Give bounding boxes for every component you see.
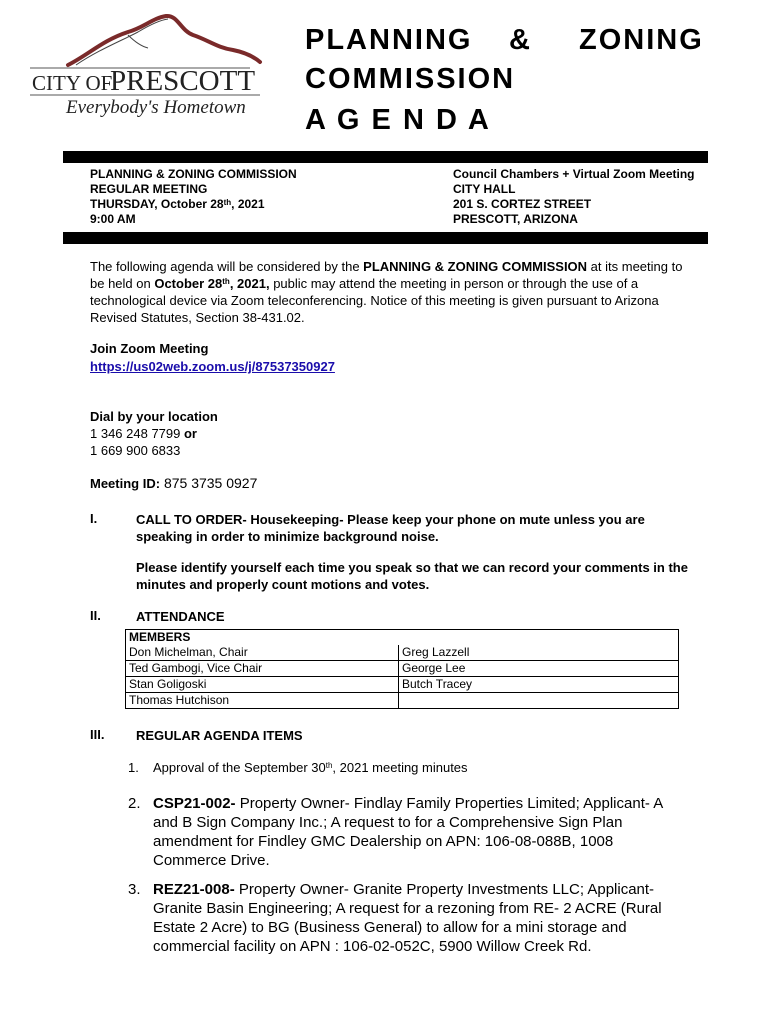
zoom-link-row: [90, 358, 690, 375]
meeting-body: PLANNING & ZONING COMMISSION: [90, 167, 297, 181]
dial-heading: Dial by your location: [90, 409, 218, 424]
member-right: Butch Tracey: [399, 677, 679, 693]
venue-city: PRESCOTT, ARIZONA: [453, 212, 578, 226]
logo-prescott: PRESCOTT: [110, 65, 256, 97]
section-1-number: I.: [90, 511, 98, 526]
meeting-id: Meeting ID: 875 3735 0927: [90, 475, 258, 491]
meeting-info-right: [453, 167, 694, 227]
section-2-attendance: ATTENDANCE: [136, 609, 225, 624]
member-right: [399, 693, 679, 709]
table-row: [126, 661, 679, 677]
agenda-item-3: 3. REZ21-008- Property Owner- Granite Property Investments LLC; Applicant- Granite Basin Engineering; A request for a rezoning from RE- 2 ACRE (Rural Estate 2 Acre) to BG (Business General) to allow for a mini storage and commercial facility on APN : 106-02-052C, 5900 Willow Creek Rd.: [128, 881, 662, 955]
venue-building: CITY HALL: [453, 182, 516, 196]
table-row: [126, 677, 679, 693]
meeting-info-left: [90, 167, 297, 227]
member-left: Stan Goligoski: [126, 677, 399, 693]
meeting-type: REGULAR MEETING: [90, 182, 208, 196]
dial-phone-1: 1 346 248 7799 or: [90, 426, 197, 441]
agenda-item-2: 2. CSP21-002- Property Owner- Findlay Family Properties Limited; Applicant- A and B Sign Company Inc.; A request to for a Comprehensive Sign Plan amendment for Findley GMC Dealership on APN: 106-08-088B, 1008 Commerce Drive.: [128, 795, 663, 869]
header-top-divider: [63, 151, 708, 163]
member-right: George Lee: [399, 661, 679, 677]
logo-city-of: CITY OF: [32, 71, 113, 95]
venue-street: 201 S. CORTEZ STREET: [453, 197, 592, 211]
header-bottom-divider: [63, 232, 708, 244]
logo-tagline: Everybody's Hometown: [66, 97, 246, 118]
table-row: [126, 645, 679, 661]
meeting-time: 9:00 AM: [90, 212, 136, 226]
meeting-venue: Council Chambers + Virtual Zoom Meeting: [453, 167, 695, 181]
member-left: Thomas Hutchison: [126, 693, 399, 709]
city-logo: [28, 10, 273, 125]
member-left: Don Michelman, Chair: [126, 645, 399, 661]
title-amp: &: [509, 24, 532, 56]
section-3-number: III.: [90, 727, 105, 742]
section-3-regular-agenda: REGULAR AGENDA ITEMS: [136, 728, 303, 743]
dial-phone-2: 1 669 900 6833: [90, 443, 181, 458]
section-1-note: Please identify yourself each time you speak so that we can record your comments in the minutes and properly count motions and votes.: [136, 560, 688, 592]
members-table: [125, 629, 679, 709]
title-zoning: ZONING: [579, 24, 704, 56]
member-left: Ted Gambogi, Vice Chair: [126, 661, 399, 677]
member-right: Greg Lazzell: [399, 645, 679, 661]
zoom-heading: Join Zoom Meeting: [90, 341, 209, 356]
section-2-number: II.: [90, 608, 101, 623]
members-header: MEMBERS: [126, 630, 679, 646]
title-planning: PLANNING: [305, 24, 473, 56]
zoom-meeting-link[interactable]: https://us02web.zoom.us/j/87537350927: [90, 359, 335, 374]
table-row: [126, 630, 679, 646]
section-1-call-to-order: CALL TO ORDER- Housekeeping- Please keep your phone on mute unless you are speaking in order to minimize background noise.: [136, 512, 645, 544]
agenda-item-1: 1. Approval of the September 30th, 2021 meeting minutes: [128, 760, 468, 775]
title-agenda: A G E N D A: [305, 104, 491, 136]
intro-paragraph: The following agenda will be considered by the PLANNING & ZONING COMMISSION at its meeting to be held on October 28th, 2021, public may attend the meeting in person or through the use of a technological device via Zoom teleconferencing. Notice of this meeting is given pursuant to Arizona Revised Statutes, Section 38-431.02.: [90, 259, 683, 325]
table-row: [126, 693, 679, 709]
title-commission: COMMISSION: [305, 63, 516, 95]
meeting-date: THURSDAY, October 28th, 2021: [90, 197, 265, 211]
mountain-logo-icon: [28, 10, 273, 125]
